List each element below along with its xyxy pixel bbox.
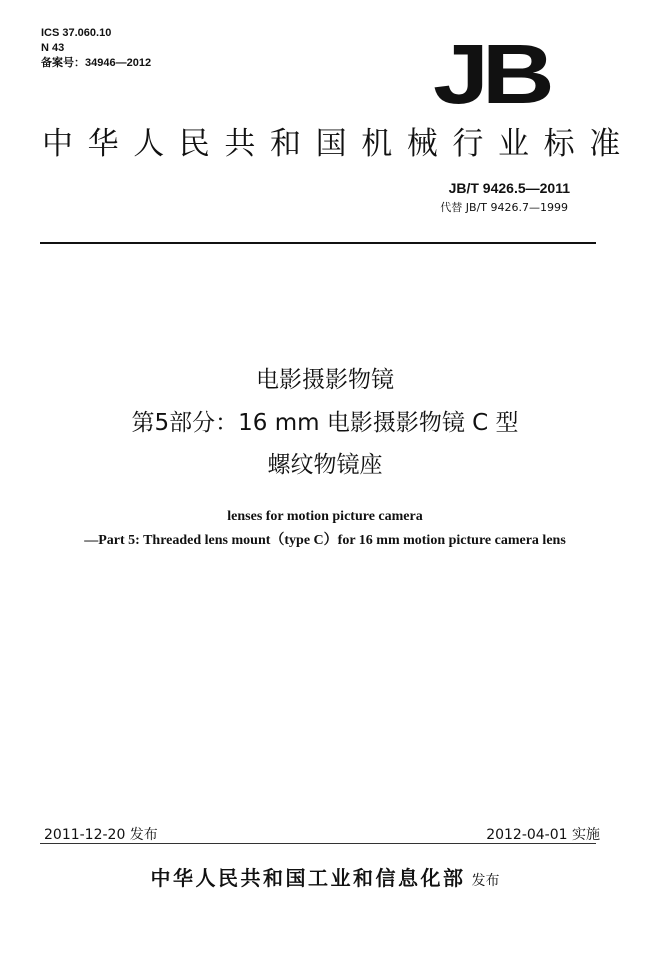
title-cn-line2: 第5部分：16 mm 电影摄影物镜 C 型 (131, 410, 519, 436)
issuer-line (0, 862, 650, 891)
footer-rule (40, 843, 596, 844)
standard-metadata (41, 26, 151, 71)
issue-date: 2011-12-20 发布 (44, 827, 158, 843)
header-rule (40, 242, 596, 244)
issuer-organization: 中华人民共和国工业和信息化部 (150, 866, 466, 890)
jb-logo: JB (433, 27, 548, 121)
implementation-date: 2012-04-01 实施 (486, 827, 600, 843)
ics-code: ICS 37.060.10 (41, 27, 112, 39)
title-cn-line1: 电影摄影物镜 (256, 367, 394, 393)
title-cn-line3: 螺纹物镜座 (267, 452, 383, 478)
filing-number: 备案号：34946—2012 (41, 57, 152, 69)
standard-number: JB/T 9426.5—2011 (448, 180, 570, 196)
title-en-line1: lenses for motion picture camera (227, 509, 423, 524)
title-en-line2: —Part 5: Threaded lens mount（type C）for 16 mm motion picture camera lens (84, 533, 566, 548)
issuer-action: 发布 (471, 873, 500, 889)
standard-category-title: 中华人民共和国机械行业标准 (42, 126, 635, 162)
ccs-code: N 43 (41, 42, 65, 54)
replaces-standard: 代替 JB/T 9426.7—1999 (440, 201, 568, 214)
